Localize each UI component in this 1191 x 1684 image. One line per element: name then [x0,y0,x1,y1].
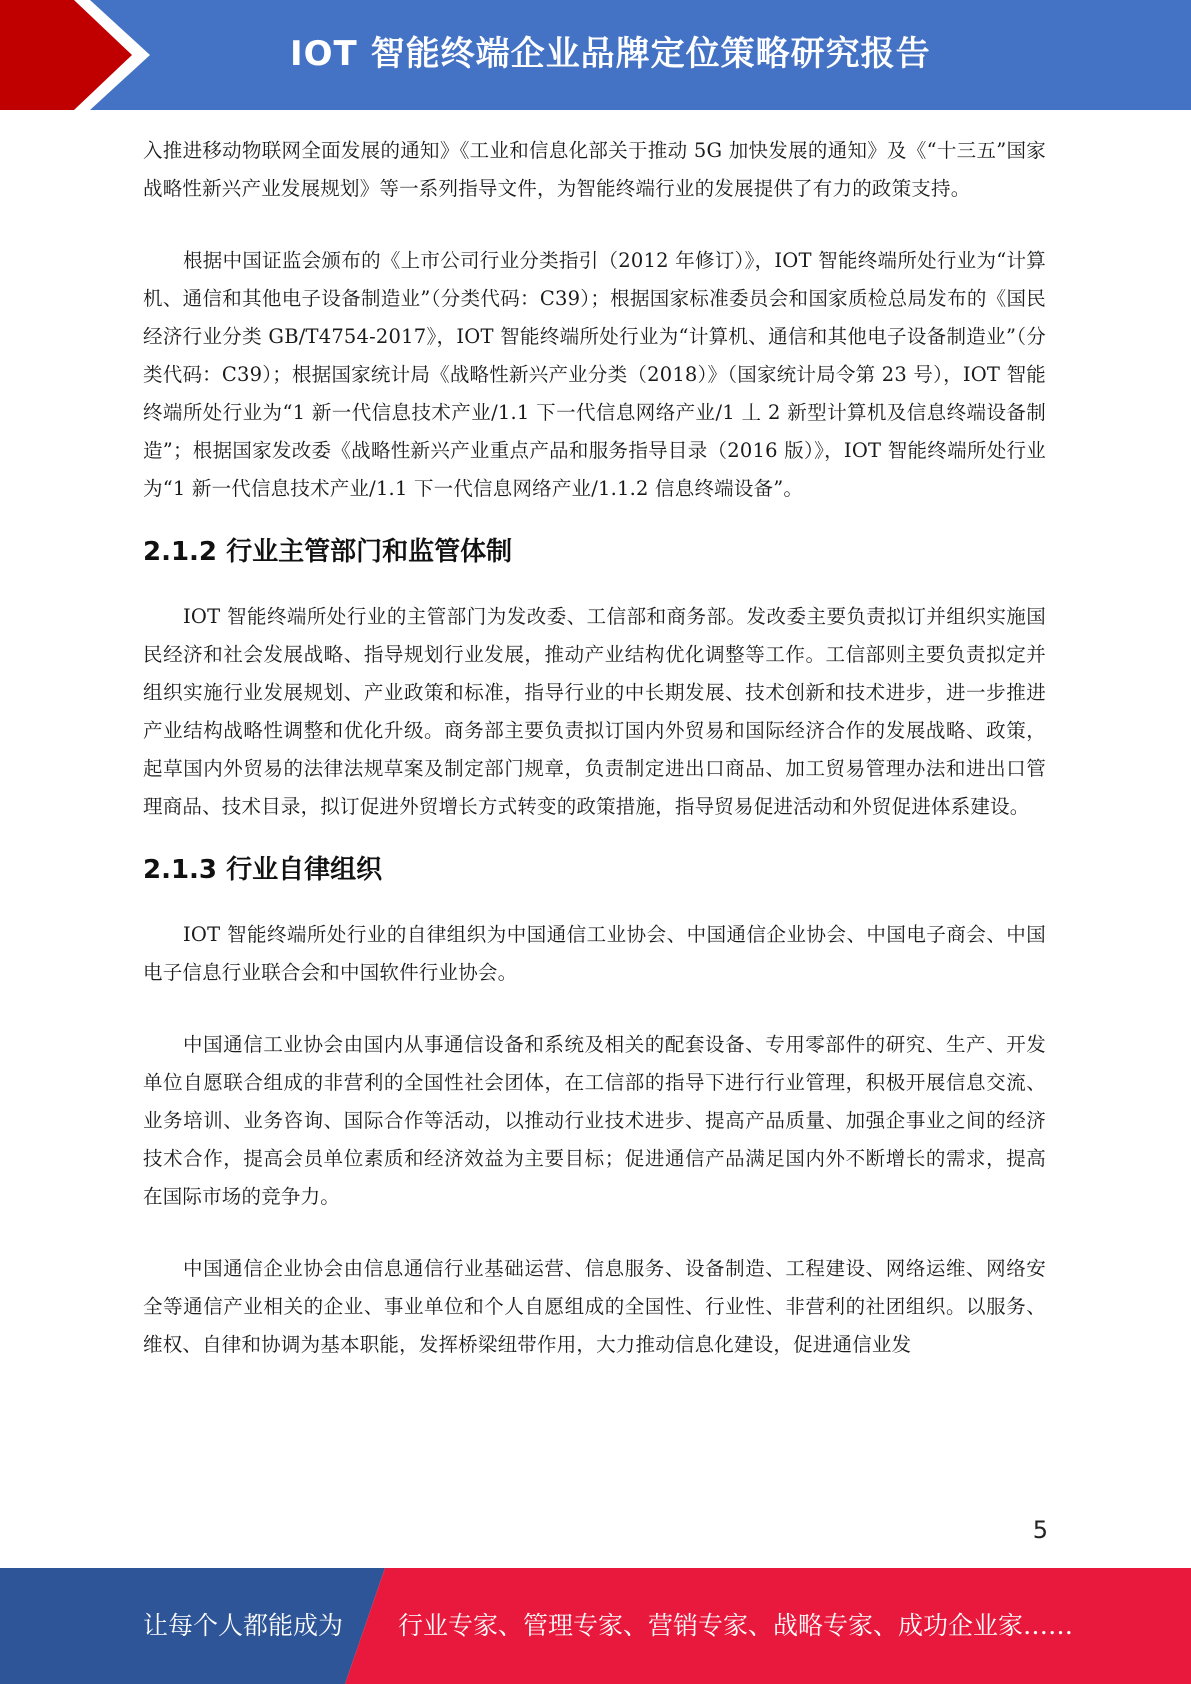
footer-slogan-left: 让每个人都能成为 [143,1611,344,1640]
document-body [143,132,1046,1364]
page-number: 5 [1032,1516,1048,1544]
section-heading-2-1-3: 2.1.3 行业自律组织 [143,855,383,885]
section-heading-2-1-2: 2.1.2 行业主管部门和监管体制 [143,537,513,567]
header-arrow-decoration [0,0,160,110]
page-footer [0,1568,1191,1684]
paragraph-regulators: IOT 智能终端所处行业的主管部门为发改委、工信部和商务部。发改委主要负责拟订并组织实施国民经济和社会发展战略、指导规划行业发展，推动产业结构优化调整等工作。工信部则主要负责拟定并组织实施行业发展规划、产业政策和标准，指导行业的中长期发展、技术创新和技术进步，进一步推进产业结构战略性调整和优化升级。商务部主要负责拟订国内外贸易和国际经济合作的发展战略、政策，起草国内外贸易的法律法规草案及制定部门规章，负责制定进出口商品、加工贸易管理办法和进出口管理商品、技术目录，拟订促进外贸增长方式转变的政策措施，指导贸易促进活动和外贸促进体系建设。 [143,605,1046,818]
paragraph-policy-support: 入推进移动物联网全面发展的通知》《工业和信息化部关于推动 5G 加快发展的通知》及《“十三五”国家战略性新兴产业发展规划》等一系列指导文件，为智能终端行业的发展提供了有力的政策支持。 [143,139,1046,200]
paragraph-ccea: 中国通信企业协会由信息通信行业基础运营、信息服务、设备制造、工程建设、网络运维、网络安全等通信产业相关的企业、事业单位和个人自愿组成的全国性、行业性、非营利的社团组织。以服务、维权、自律和协调为基本职能，发挥桥梁纽带作用，大力推动信息化建设，促进通信业发 [143,1257,1046,1356]
paragraph-cciia: 中国通信工业协会由国内从事通信设备和系统及相关的配套设备、专用零部件的研究、生产、开发单位自愿联合组成的非营利的全国性社会团体，在工信部的指导下进行行业管理，积极开展信息交流、业务培训、业务咨询、国际合作等活动，以推动行业技术进步、提高产品质量、加强企事业之间的经济技术合作，提高会员单位素质和经济效益为主要目标；促进通信产品满足国内外不断增长的需求，提高在国际市场的竞争力。 [143,1033,1046,1208]
paragraph-industry-classification: 根据中国证监会颁布的《上市公司行业分类指引（2012 年修订）》，IOT 智能终端所处行业为“计算机、通信和其他电子设备制造业”（分类代码：C39）；根据国家标准委员会和国家质检总局发布的《国民经济行业分类 GB/T4754-2017》，IOT 智能终端所处行业为“计算机、通信和其他电子设备制造业”（分类代码：C39）；根据国家统计局《战略性新兴产业分类（2018）》（国家统计局令第 23 号），IOT 智能终端所处行业为“1 新一代信息技术产业/1.1 下一代信息网络产业/1 丄 2 新型计算机及信息终端设备制造”；根据国家发改委《战略性新兴产业重点产品和服务指导目录（2016 版）》，IOT 智能终端所处行业为“1 新一代信息技术产业/1.1 下一代信息网络产业/1.1.2 信息终端设备”。 [143,249,1046,500]
paragraph-self-regulatory-orgs: IOT 智能终端所处行业的自律组织为中国通信工业协会、中国通信企业协会、中国电子商会、中国电子信息行业联合会和中国软件行业协会。 [143,923,1046,984]
report-title: IOT 智能终端企业品牌定位策略研究报告 [290,34,931,74]
footer-slogan-right: 行业专家、管理专家、营销专家、战略专家、成功企业家…… [398,1611,1074,1640]
page-header [0,0,1191,110]
